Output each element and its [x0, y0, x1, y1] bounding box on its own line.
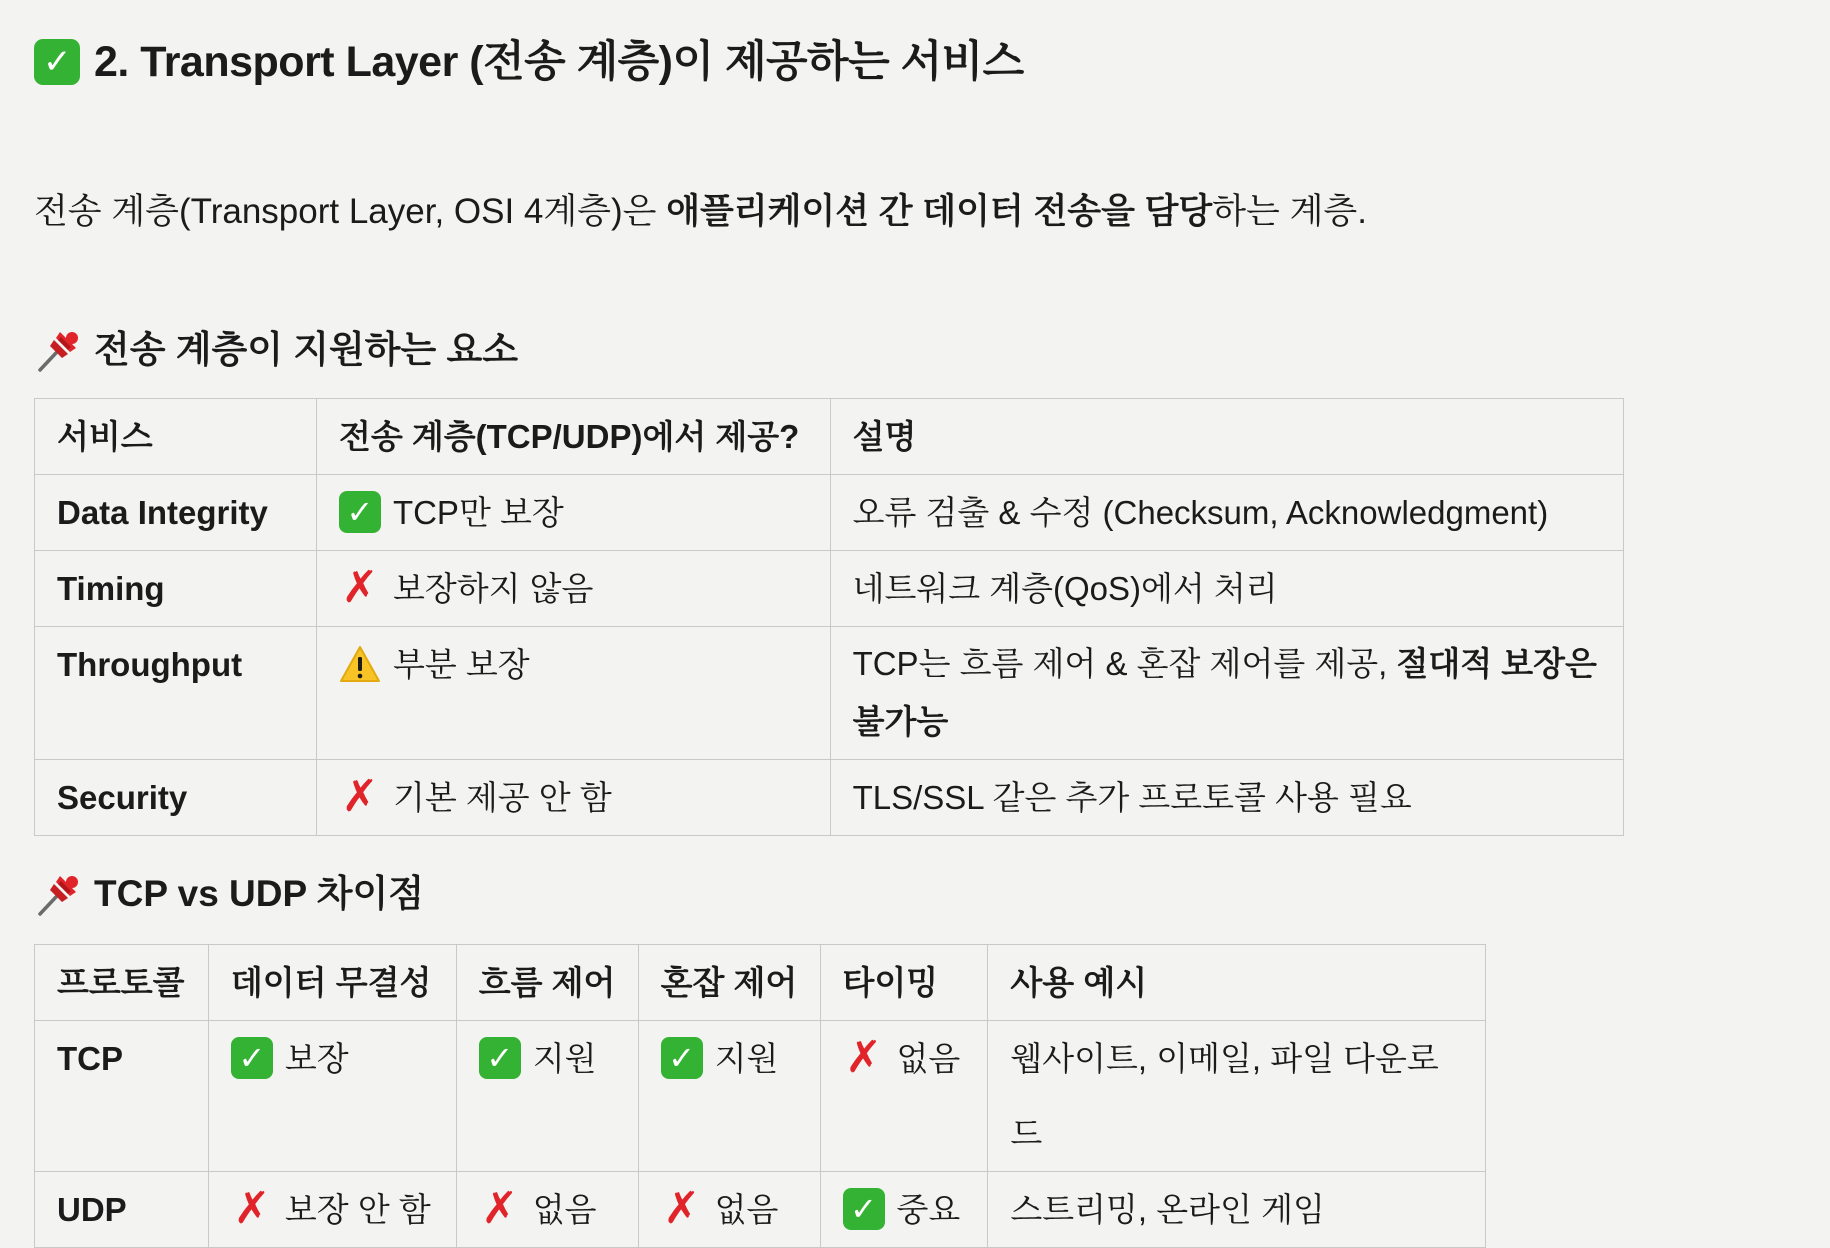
- timing-cell: [820, 1172, 988, 1248]
- cross-icon: ✗: [663, 1184, 701, 1234]
- comparison-table: [34, 944, 1486, 1248]
- flow-control-cell: [456, 1172, 638, 1248]
- protocol-cell: UDP: [35, 1172, 209, 1248]
- description-cell: [830, 627, 1623, 760]
- timing-cell: [820, 1021, 988, 1172]
- check-icon: ✓: [843, 1188, 885, 1230]
- subsection-heading-comparison: [34, 866, 1830, 922]
- table-header-row: [35, 945, 1486, 1021]
- description-bold: 절대적 보장은 불가능: [852, 645, 1597, 740]
- service-cell: Timing: [35, 551, 317, 627]
- provided-text: 기본 제공 안 함: [392, 779, 612, 816]
- check-icon: ✓: [661, 1037, 703, 1079]
- section-heading: [34, 28, 1830, 96]
- column-header: 프로토콜: [35, 945, 209, 1021]
- service-cell: Security: [35, 760, 317, 836]
- cell-text: 없음: [532, 1191, 597, 1228]
- usage-cell: 웹사이트, 이메일, 파일 다운로드: [988, 1021, 1486, 1172]
- provided-text: 보장하지 않음: [392, 570, 594, 607]
- congestion-control-cell: [638, 1172, 820, 1248]
- cross-icon: ✗: [481, 1184, 519, 1234]
- column-header: 타이밍: [820, 945, 988, 1021]
- pushpin-icon: [34, 870, 82, 918]
- table-header-row: [35, 399, 1624, 475]
- description-cell: TLS/SSL 같은 추가 프로토콜 사용 필요: [830, 760, 1623, 836]
- congestion-control-cell: [638, 1021, 820, 1172]
- column-header: 사용 예시: [988, 945, 1486, 1021]
- table-row: [35, 627, 1624, 760]
- warning-icon: [339, 645, 381, 683]
- usage-cell: 스트리밍, 온라인 게임: [988, 1172, 1486, 1248]
- column-header: 데이터 무결성: [208, 945, 456, 1021]
- intro-prefix: 전송 계층(Transport Layer, OSI 4계층)은: [34, 192, 667, 231]
- column-header: 흐름 제어: [456, 945, 638, 1021]
- provided-cell: [316, 760, 830, 836]
- column-header: 서비스: [35, 399, 317, 475]
- cell-text: 보장: [284, 1040, 349, 1077]
- table-row: [35, 1021, 1486, 1172]
- intro-paragraph: [34, 188, 1830, 236]
- cross-icon: ✗: [233, 1184, 271, 1234]
- subsection-title: 전송 계층이 지원하는 요소: [94, 329, 519, 370]
- provided-cell: [316, 551, 830, 627]
- check-icon: ✓: [339, 491, 381, 533]
- subsection-title: TCP vs UDP 차이점: [94, 873, 425, 914]
- integrity-cell: [208, 1172, 456, 1248]
- cross-icon: ✗: [845, 1033, 882, 1083]
- description-cell: 네트워크 계층(QoS)에서 처리: [830, 551, 1623, 627]
- provided-cell: [316, 627, 830, 760]
- service-cell: Data Integrity: [35, 475, 317, 551]
- subsection-heading-services: [34, 322, 1830, 378]
- cross-icon: ✗: [341, 563, 379, 613]
- column-header: 전송 계층(TCP/UDP)에서 제공?: [316, 399, 830, 475]
- flow-control-cell: [456, 1021, 638, 1172]
- integrity-cell: [208, 1021, 456, 1172]
- table-row: [35, 1172, 1486, 1248]
- column-header: 설명: [830, 399, 1623, 475]
- table-row: [35, 551, 1624, 627]
- description-text: TCP는 흐름 제어 & 혼잡 제어를 제공,: [852, 645, 1397, 682]
- table-row: [35, 760, 1624, 836]
- check-icon: ✓: [479, 1037, 521, 1079]
- provided-text: 부분 보장: [392, 646, 530, 683]
- cross-icon: ✗: [341, 772, 379, 822]
- table-row: [35, 475, 1624, 551]
- column-header: 혼잡 제어: [638, 945, 820, 1021]
- intro-bold: 애플리케이션 간 데이터 전송을 담당: [666, 192, 1213, 231]
- intro-suffix: 하는 계층.: [1212, 192, 1367, 231]
- provided-cell: [316, 475, 830, 551]
- description-cell: 오류 검출 & 수정 (Checksum, Acknowledgment): [830, 475, 1623, 551]
- check-icon: ✓: [231, 1037, 273, 1079]
- cell-text: 보장 안 함: [284, 1191, 431, 1228]
- protocol-cell: TCP: [35, 1021, 209, 1172]
- cell-text: 지원: [532, 1040, 597, 1077]
- cell-text: 없음: [714, 1191, 779, 1228]
- section-heading-text: 2. Transport Layer (전송 계층)이 제공하는 서비스: [94, 38, 1024, 86]
- cell-text: 없음: [896, 1040, 961, 1077]
- service-cell: Throughput: [35, 627, 317, 760]
- check-mark-button-icon: ✓: [34, 39, 80, 85]
- cell-text: 중요: [896, 1191, 961, 1228]
- services-table: [34, 398, 1624, 836]
- provided-text: TCP만 보장: [392, 494, 564, 531]
- pushpin-icon: [34, 326, 82, 374]
- cell-text: 지원: [714, 1040, 779, 1077]
